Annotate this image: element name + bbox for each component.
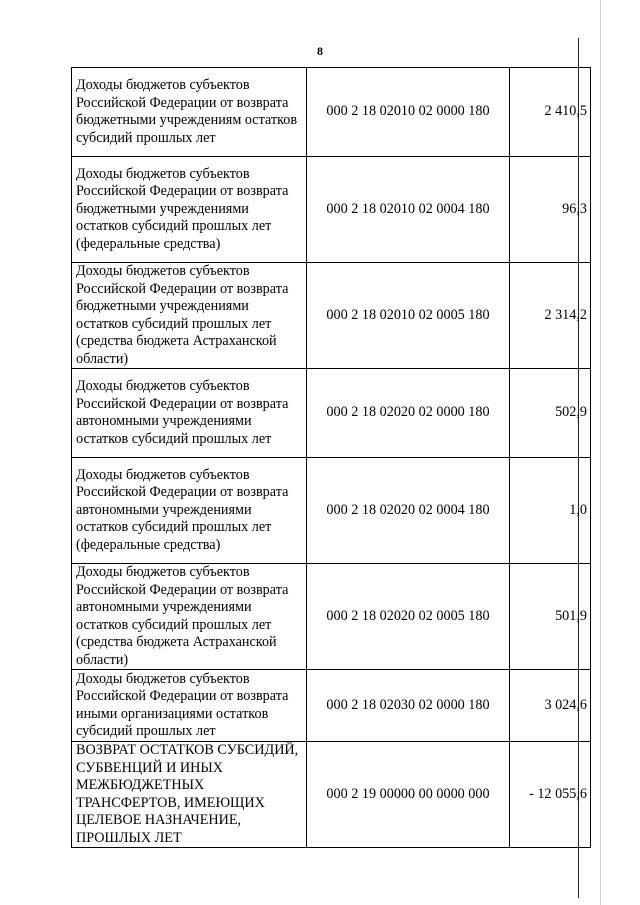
row-budget-code: 000 2 18 02030 02 0000 180: [307, 670, 510, 742]
row-amount: 3 024,6: [510, 670, 591, 742]
row-description: Доходы бюджетов субъектов Российской Федерации от возврата бюджетными учреждениями остатков субсидий прошлых лет (средства бюджета Астраханской области): [72, 263, 307, 369]
row-budget-code: 000 2 18 02010 02 0004 180: [307, 157, 510, 263]
table-row: [72, 369, 591, 458]
row-budget-code: 000 2 18 02020 02 0000 180: [307, 369, 510, 458]
row-amount: 501,9: [510, 564, 591, 670]
page-number: 8: [317, 44, 323, 58]
table-row: [72, 458, 591, 564]
row-description: Доходы бюджетов субъектов Российской Федерации от возврата иными организациями остатков субсидий прошлых лет: [72, 670, 307, 742]
budget-income-table: [71, 67, 591, 848]
table-row-total: [72, 742, 591, 848]
row-amount: 2 410,5: [510, 68, 591, 157]
scan-artifact-line-faint: [600, 0, 601, 905]
row-description: Доходы бюджетов субъектов Российской Федерации от возврата автономными учреждениями остатков субсидий прошлых лет (средства бюджета Астраханской области): [72, 564, 307, 670]
row-description: Доходы бюджетов субъектов Российской Федерации от возврата бюджетными учреждениям остатков субсидий прошлых лет: [72, 68, 307, 157]
row-budget-code: 000 2 18 02020 02 0004 180: [307, 458, 510, 564]
row-description: ВОЗВРАТ ОСТАТКОВ СУБСИДИЙ, СУБВЕНЦИЙ И ИНЫХ МЕЖБЮДЖЕТНЫХ ТРАНСФЕРТОВ, ИМЕЮЩИХ ЦЕЛЕВОЕ НАЗНАЧЕНИЕ, ПРОШЛЫХ ЛЕТ: [72, 742, 307, 848]
row-budget-code: 000 2 19 00000 00 0000 000: [307, 742, 510, 848]
row-amount: 1,0: [510, 458, 591, 564]
row-description: Доходы бюджетов субъектов Российской Федерации от возврата автономными учреждениями остатков субсидий прошлых лет: [72, 369, 307, 458]
row-amount: - 12 055,6: [510, 742, 591, 848]
row-amount: 2 314,2: [510, 263, 591, 369]
table-row: [72, 263, 591, 369]
row-amount: 502,9: [510, 369, 591, 458]
row-budget-code: 000 2 18 02010 02 0000 180: [307, 68, 510, 157]
row-budget-code: 000 2 18 02020 02 0005 180: [307, 564, 510, 670]
table-row: [72, 68, 591, 157]
row-description: Доходы бюджетов субъектов Российской Федерации от возврата бюджетными учреждениями остатков субсидий прошлых лет (федеральные средства): [72, 157, 307, 263]
table-row: [72, 564, 591, 670]
row-budget-code: 000 2 18 02010 02 0005 180: [307, 263, 510, 369]
table-row: [72, 670, 591, 742]
row-amount: 96,3: [510, 157, 591, 263]
row-description: Доходы бюджетов субъектов Российской Федерации от возврата автономными учреждениями остатков субсидий прошлых лет (федеральные средства): [72, 458, 307, 564]
table-row: [72, 157, 591, 263]
